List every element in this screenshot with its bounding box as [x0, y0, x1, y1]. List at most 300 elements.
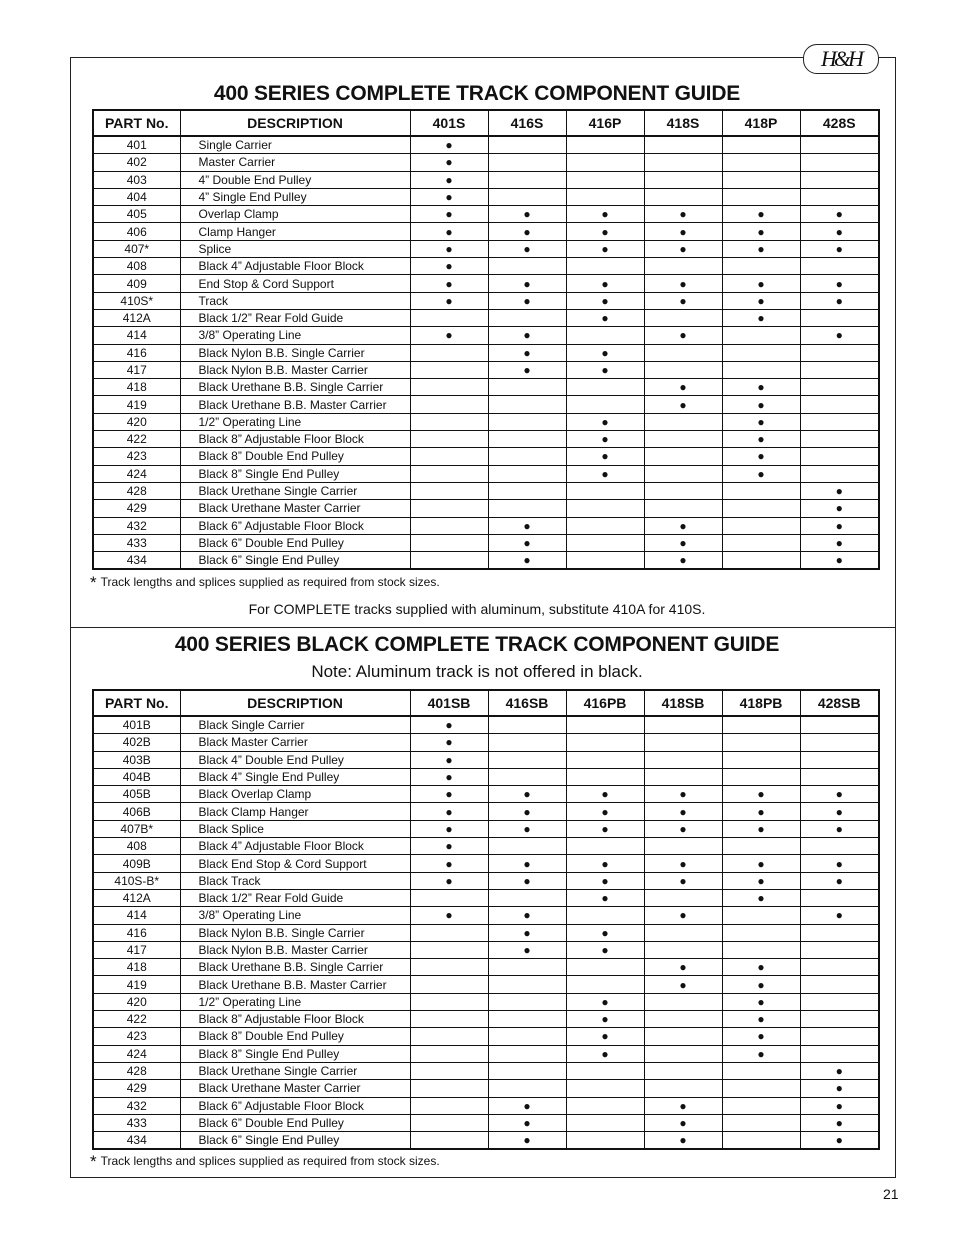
- table-row: [93, 275, 879, 292]
- inclusion-cell: [644, 855, 722, 872]
- inclusion-cell: [410, 734, 488, 751]
- inclusion-cell: [800, 448, 879, 465]
- included-bullet: ●: [523, 787, 531, 802]
- inclusion-cell: [800, 768, 879, 785]
- inclusion-cell: [800, 716, 879, 734]
- included-bullet: ●: [601, 241, 609, 256]
- inclusion-cell: [722, 924, 800, 941]
- included-bullet: ●: [757, 1029, 765, 1044]
- part-description: Black 8” Single End Pulley: [180, 465, 410, 482]
- table-row: [93, 786, 879, 803]
- part-number: 406B: [93, 803, 180, 820]
- table-row: [93, 240, 879, 257]
- inclusion-cell: [566, 482, 644, 499]
- inclusion-cell: [488, 1114, 566, 1131]
- guide1-header-cell: DESCRIPTION: [180, 110, 410, 136]
- included-bullet: ●: [679, 224, 687, 239]
- inclusion-cell: [722, 292, 800, 309]
- included-bullet: ●: [679, 821, 687, 836]
- table-row: [93, 136, 879, 154]
- table-row: [93, 379, 879, 396]
- table-row: [93, 465, 879, 482]
- table-row: [93, 1080, 879, 1097]
- part-description: Black Nylon B.B. Master Carrier: [180, 941, 410, 958]
- part-number: 422: [93, 431, 180, 448]
- table-row: [93, 1114, 879, 1131]
- part-number: 432: [93, 517, 180, 534]
- table-row: [93, 924, 879, 941]
- inclusion-cell: [410, 1062, 488, 1079]
- included-bullet: ●: [679, 518, 687, 533]
- included-bullet: ●: [679, 856, 687, 871]
- inclusion-cell: [722, 820, 800, 837]
- included-bullet: ●: [835, 908, 843, 923]
- included-bullet: ●: [757, 1012, 765, 1027]
- inclusion-cell: [410, 240, 488, 257]
- included-bullet: ●: [679, 1115, 687, 1130]
- included-bullet: ●: [757, 432, 765, 447]
- inclusion-cell: [566, 413, 644, 430]
- inclusion-cell: [488, 223, 566, 240]
- inclusion-cell: [566, 976, 644, 993]
- included-bullet: ●: [601, 787, 609, 802]
- included-bullet: ●: [679, 397, 687, 412]
- included-bullet: ●: [445, 770, 453, 785]
- table-row: [93, 517, 879, 534]
- inclusion-cell: [566, 855, 644, 872]
- part-number: 402B: [93, 734, 180, 751]
- table-row: [93, 1045, 879, 1062]
- inclusion-cell: [800, 872, 879, 889]
- guide2-footnote-text: Track lengths and splices supplied as required from stock sizes.: [100, 1154, 440, 1168]
- part-number: 419: [93, 396, 180, 413]
- inclusion-cell: [800, 188, 879, 205]
- guide1-header-cell: 418P: [722, 110, 800, 136]
- included-bullet: ●: [757, 466, 765, 481]
- included-bullet: ●: [523, 276, 531, 291]
- included-bullet: ●: [835, 535, 843, 550]
- inclusion-cell: [800, 1132, 879, 1150]
- part-number: 424: [93, 1045, 180, 1062]
- page-number: 21: [883, 1186, 899, 1202]
- inclusion-cell: [410, 413, 488, 430]
- included-bullet: ●: [757, 293, 765, 308]
- part-number: 408: [93, 838, 180, 855]
- inclusion-cell: [410, 1028, 488, 1045]
- included-bullet: ●: [601, 804, 609, 819]
- inclusion-cell: [566, 734, 644, 751]
- included-bullet: ●: [445, 787, 453, 802]
- inclusion-cell: [800, 344, 879, 361]
- inclusion-cell: [566, 188, 644, 205]
- inclusion-cell: [644, 188, 722, 205]
- part-number: 414: [93, 907, 180, 924]
- inclusion-cell: [566, 716, 644, 734]
- inclusion-cell: [488, 500, 566, 517]
- inclusion-cell: [722, 941, 800, 958]
- inclusion-cell: [800, 396, 879, 413]
- inclusion-cell: [644, 379, 722, 396]
- inclusion-cell: [566, 500, 644, 517]
- part-number: 416: [93, 924, 180, 941]
- inclusion-cell: [488, 379, 566, 396]
- included-bullet: ●: [835, 293, 843, 308]
- inclusion-cell: [566, 171, 644, 188]
- part-description: 1/2” Operating Line: [180, 993, 410, 1010]
- inclusion-cell: [800, 552, 879, 570]
- included-bullet: ●: [757, 224, 765, 239]
- inclusion-cell: [800, 240, 879, 257]
- inclusion-cell: [722, 1045, 800, 1062]
- inclusion-cell: [800, 327, 879, 344]
- table-row: [93, 206, 879, 223]
- guide1-header-cell: 416S: [488, 110, 566, 136]
- inclusion-cell: [566, 803, 644, 820]
- part-number: 420: [93, 993, 180, 1010]
- part-description: Black 8” Single End Pulley: [180, 1045, 410, 1062]
- part-number: 418: [93, 959, 180, 976]
- included-bullet: ●: [835, 328, 843, 343]
- inclusion-cell: [566, 1062, 644, 1079]
- inclusion-cell: [800, 292, 879, 309]
- included-bullet: ●: [835, 821, 843, 836]
- inclusion-cell: [488, 1045, 566, 1062]
- guide1-table: [92, 109, 880, 570]
- inclusion-cell: [566, 136, 644, 154]
- inclusion-cell: [722, 154, 800, 171]
- inclusion-cell: [722, 448, 800, 465]
- logo-text: H&H: [821, 46, 861, 71]
- table-row: [93, 188, 879, 205]
- table-row: [93, 223, 879, 240]
- inclusion-cell: [410, 820, 488, 837]
- inclusion-cell: [722, 959, 800, 976]
- part-number: 407B*: [93, 820, 180, 837]
- inclusion-cell: [410, 1132, 488, 1150]
- table-row: [93, 154, 879, 171]
- inclusion-cell: [800, 1045, 879, 1062]
- included-bullet: ●: [835, 804, 843, 819]
- included-bullet: ●: [757, 977, 765, 992]
- inclusion-cell: [410, 552, 488, 570]
- table-row: [93, 361, 879, 378]
- included-bullet: ●: [445, 839, 453, 854]
- inclusion-cell: [488, 889, 566, 906]
- inclusion-cell: [722, 803, 800, 820]
- included-bullet: ●: [757, 960, 765, 975]
- included-bullet: ●: [757, 873, 765, 888]
- inclusion-cell: [410, 448, 488, 465]
- inclusion-cell: [800, 976, 879, 993]
- included-bullet: ●: [835, 1064, 843, 1079]
- inclusion-cell: [800, 993, 879, 1010]
- inclusion-cell: [722, 838, 800, 855]
- included-bullet: ●: [523, 1115, 531, 1130]
- included-bullet: ●: [679, 873, 687, 888]
- inclusion-cell: [644, 344, 722, 361]
- table-row: [93, 292, 879, 309]
- part-description: Black Nylon B.B. Single Carrier: [180, 344, 410, 361]
- inclusion-cell: [566, 206, 644, 223]
- table-row: [93, 482, 879, 499]
- inclusion-cell: [410, 889, 488, 906]
- part-number: 417: [93, 941, 180, 958]
- included-bullet: ●: [835, 1081, 843, 1096]
- inclusion-cell: [800, 803, 879, 820]
- inclusion-cell: [644, 889, 722, 906]
- inclusion-cell: [566, 907, 644, 924]
- part-number: 408: [93, 258, 180, 275]
- part-number: 414: [93, 327, 180, 344]
- part-number: 404: [93, 188, 180, 205]
- part-description: Black Urethane B.B. Single Carrier: [180, 959, 410, 976]
- table-row: [93, 838, 879, 855]
- inclusion-cell: [410, 517, 488, 534]
- inclusion-cell: [410, 993, 488, 1010]
- part-description: Black Urethane Single Carrier: [180, 482, 410, 499]
- inclusion-cell: [410, 1045, 488, 1062]
- inclusion-cell: [644, 838, 722, 855]
- inclusion-cell: [644, 872, 722, 889]
- inclusion-cell: [566, 448, 644, 465]
- included-bullet: ●: [601, 1029, 609, 1044]
- inclusion-cell: [566, 361, 644, 378]
- table-row: [93, 976, 879, 993]
- included-bullet: ●: [601, 1012, 609, 1027]
- part-number: 409: [93, 275, 180, 292]
- footnote-asterisk: *: [90, 573, 97, 592]
- inclusion-cell: [644, 327, 722, 344]
- part-number: 433: [93, 534, 180, 551]
- inclusion-cell: [488, 136, 566, 154]
- table-row: [93, 309, 879, 326]
- part-number: 406: [93, 223, 180, 240]
- part-description: Black 4” Adjustable Floor Block: [180, 838, 410, 855]
- included-bullet: ●: [445, 718, 453, 733]
- included-bullet: ●: [445, 207, 453, 222]
- table-row: [93, 431, 879, 448]
- inclusion-cell: [566, 941, 644, 958]
- included-bullet: ●: [679, 1098, 687, 1113]
- included-bullet: ●: [601, 207, 609, 222]
- inclusion-cell: [644, 171, 722, 188]
- guide1-footnote: [90, 573, 440, 593]
- footnote-asterisk: *: [90, 1152, 97, 1171]
- inclusion-cell: [644, 482, 722, 499]
- inclusion-cell: [566, 1045, 644, 1062]
- part-description: Black Urethane Master Carrier: [180, 1080, 410, 1097]
- inclusion-cell: [722, 734, 800, 751]
- table-row: [93, 1011, 879, 1028]
- guide1-title: 400 SERIES COMPLETE TRACK COMPONENT GUIDE: [213, 82, 741, 105]
- inclusion-cell: [566, 1114, 644, 1131]
- inclusion-cell: [410, 872, 488, 889]
- inclusion-cell: [566, 517, 644, 534]
- inclusion-cell: [800, 500, 879, 517]
- table-row: [93, 872, 879, 889]
- inclusion-cell: [410, 716, 488, 734]
- inclusion-cell: [722, 889, 800, 906]
- included-bullet: ●: [445, 276, 453, 291]
- part-description: Black 8” Double End Pulley: [180, 1028, 410, 1045]
- inclusion-cell: [488, 240, 566, 257]
- part-number: 410S-B*: [93, 872, 180, 889]
- part-description: Black 4” Adjustable Floor Block: [180, 258, 410, 275]
- guide1-footnote-text: Track lengths and splices supplied as required from stock sizes.: [100, 575, 440, 589]
- included-bullet: ●: [835, 873, 843, 888]
- part-description: 4” Double End Pulley: [180, 171, 410, 188]
- inclusion-cell: [566, 959, 644, 976]
- included-bullet: ●: [523, 518, 531, 533]
- part-number: 429: [93, 1080, 180, 1097]
- part-description: 1/2” Operating Line: [180, 413, 410, 430]
- inclusion-cell: [644, 552, 722, 570]
- inclusion-cell: [722, 768, 800, 785]
- inclusion-cell: [566, 1011, 644, 1028]
- brand-logo: [803, 44, 879, 74]
- inclusion-cell: [566, 768, 644, 785]
- inclusion-cell: [488, 361, 566, 378]
- inclusion-cell: [722, 1028, 800, 1045]
- inclusion-cell: [410, 309, 488, 326]
- inclusion-cell: [722, 431, 800, 448]
- table-row: [93, 907, 879, 924]
- inclusion-cell: [644, 448, 722, 465]
- inclusion-cell: [722, 716, 800, 734]
- inclusion-cell: [800, 534, 879, 551]
- guide1-aluminum-note: For COMPLETE tracks supplied with aluminum, substitute 410A for 410S.: [248, 601, 706, 617]
- included-bullet: ●: [757, 891, 765, 906]
- guide2-subtitle: Note: Aluminum track is not offered in black.: [311, 662, 643, 681]
- inclusion-cell: [410, 855, 488, 872]
- inclusion-cell: [488, 413, 566, 430]
- inclusion-cell: [488, 1080, 566, 1097]
- part-description: Black Urethane B.B. Master Carrier: [180, 976, 410, 993]
- inclusion-cell: [722, 396, 800, 413]
- part-description: Black Master Carrier: [180, 734, 410, 751]
- guide2-footnote: [90, 1152, 440, 1172]
- inclusion-cell: [488, 959, 566, 976]
- inclusion-cell: [488, 552, 566, 570]
- table-row: [93, 941, 879, 958]
- inclusion-cell: [566, 924, 644, 941]
- inclusion-cell: [566, 1132, 644, 1150]
- inclusion-cell: [644, 959, 722, 976]
- inclusion-cell: [800, 838, 879, 855]
- included-bullet: ●: [757, 787, 765, 802]
- part-number: 419: [93, 976, 180, 993]
- inclusion-cell: [800, 413, 879, 430]
- included-bullet: ●: [445, 138, 453, 153]
- inclusion-cell: [722, 500, 800, 517]
- part-description: Black 6” Double End Pulley: [180, 534, 410, 551]
- included-bullet: ●: [523, 224, 531, 239]
- included-bullet: ●: [679, 804, 687, 819]
- part-description: Black Urethane Master Carrier: [180, 500, 410, 517]
- inclusion-cell: [800, 1028, 879, 1045]
- inclusion-cell: [722, 171, 800, 188]
- inclusion-cell: [722, 344, 800, 361]
- inclusion-cell: [800, 1062, 879, 1079]
- included-bullet: ●: [445, 804, 453, 819]
- inclusion-cell: [722, 1062, 800, 1079]
- inclusion-cell: [410, 976, 488, 993]
- table-row: [93, 959, 879, 976]
- included-bullet: ●: [757, 414, 765, 429]
- inclusion-cell: [566, 309, 644, 326]
- inclusion-cell: [644, 768, 722, 785]
- inclusion-cell: [488, 751, 566, 768]
- inclusion-cell: [488, 534, 566, 551]
- included-bullet: ●: [757, 449, 765, 464]
- inclusion-cell: [566, 993, 644, 1010]
- part-number: 405: [93, 206, 180, 223]
- inclusion-cell: [800, 275, 879, 292]
- included-bullet: ●: [601, 345, 609, 360]
- inclusion-cell: [488, 838, 566, 855]
- inclusion-cell: [800, 1011, 879, 1028]
- included-bullet: ●: [757, 1046, 765, 1061]
- included-bullet: ●: [835, 224, 843, 239]
- inclusion-cell: [722, 855, 800, 872]
- table-row: [93, 751, 879, 768]
- part-number: 409B: [93, 855, 180, 872]
- inclusion-cell: [488, 171, 566, 188]
- included-bullet: ●: [523, 804, 531, 819]
- included-bullet: ●: [523, 925, 531, 940]
- inclusion-cell: [644, 1114, 722, 1131]
- inclusion-cell: [410, 327, 488, 344]
- inclusion-cell: [800, 907, 879, 924]
- part-number: 428: [93, 1062, 180, 1079]
- inclusion-cell: [800, 309, 879, 326]
- inclusion-cell: [566, 889, 644, 906]
- inclusion-cell: [722, 206, 800, 223]
- inclusion-cell: [410, 396, 488, 413]
- part-number: 404B: [93, 768, 180, 785]
- inclusion-cell: [644, 240, 722, 257]
- inclusion-cell: [410, 1011, 488, 1028]
- included-bullet: ●: [757, 804, 765, 819]
- included-bullet: ●: [445, 224, 453, 239]
- inclusion-cell: [722, 534, 800, 551]
- part-number: 401: [93, 136, 180, 154]
- included-bullet: ●: [523, 293, 531, 308]
- inclusion-cell: [410, 1080, 488, 1097]
- part-description: Track: [180, 292, 410, 309]
- inclusion-cell: [488, 1062, 566, 1079]
- part-description: Black 8” Adjustable Floor Block: [180, 431, 410, 448]
- inclusion-cell: [488, 993, 566, 1010]
- inclusion-cell: [800, 1080, 879, 1097]
- table-row: [93, 768, 879, 785]
- included-bullet: ●: [679, 977, 687, 992]
- guide1-header-cell: 428S: [800, 110, 879, 136]
- inclusion-cell: [410, 786, 488, 803]
- inclusion-cell: [488, 820, 566, 837]
- inclusion-cell: [800, 889, 879, 906]
- included-bullet: ●: [835, 1133, 843, 1148]
- guide2-header-cell: 418PB: [722, 690, 800, 716]
- inclusion-cell: [644, 413, 722, 430]
- inclusion-cell: [488, 1132, 566, 1150]
- table-row: [93, 396, 879, 413]
- part-number: 402: [93, 154, 180, 171]
- included-bullet: ●: [601, 414, 609, 429]
- part-number: 412A: [93, 889, 180, 906]
- inclusion-cell: [800, 258, 879, 275]
- inclusion-cell: [722, 751, 800, 768]
